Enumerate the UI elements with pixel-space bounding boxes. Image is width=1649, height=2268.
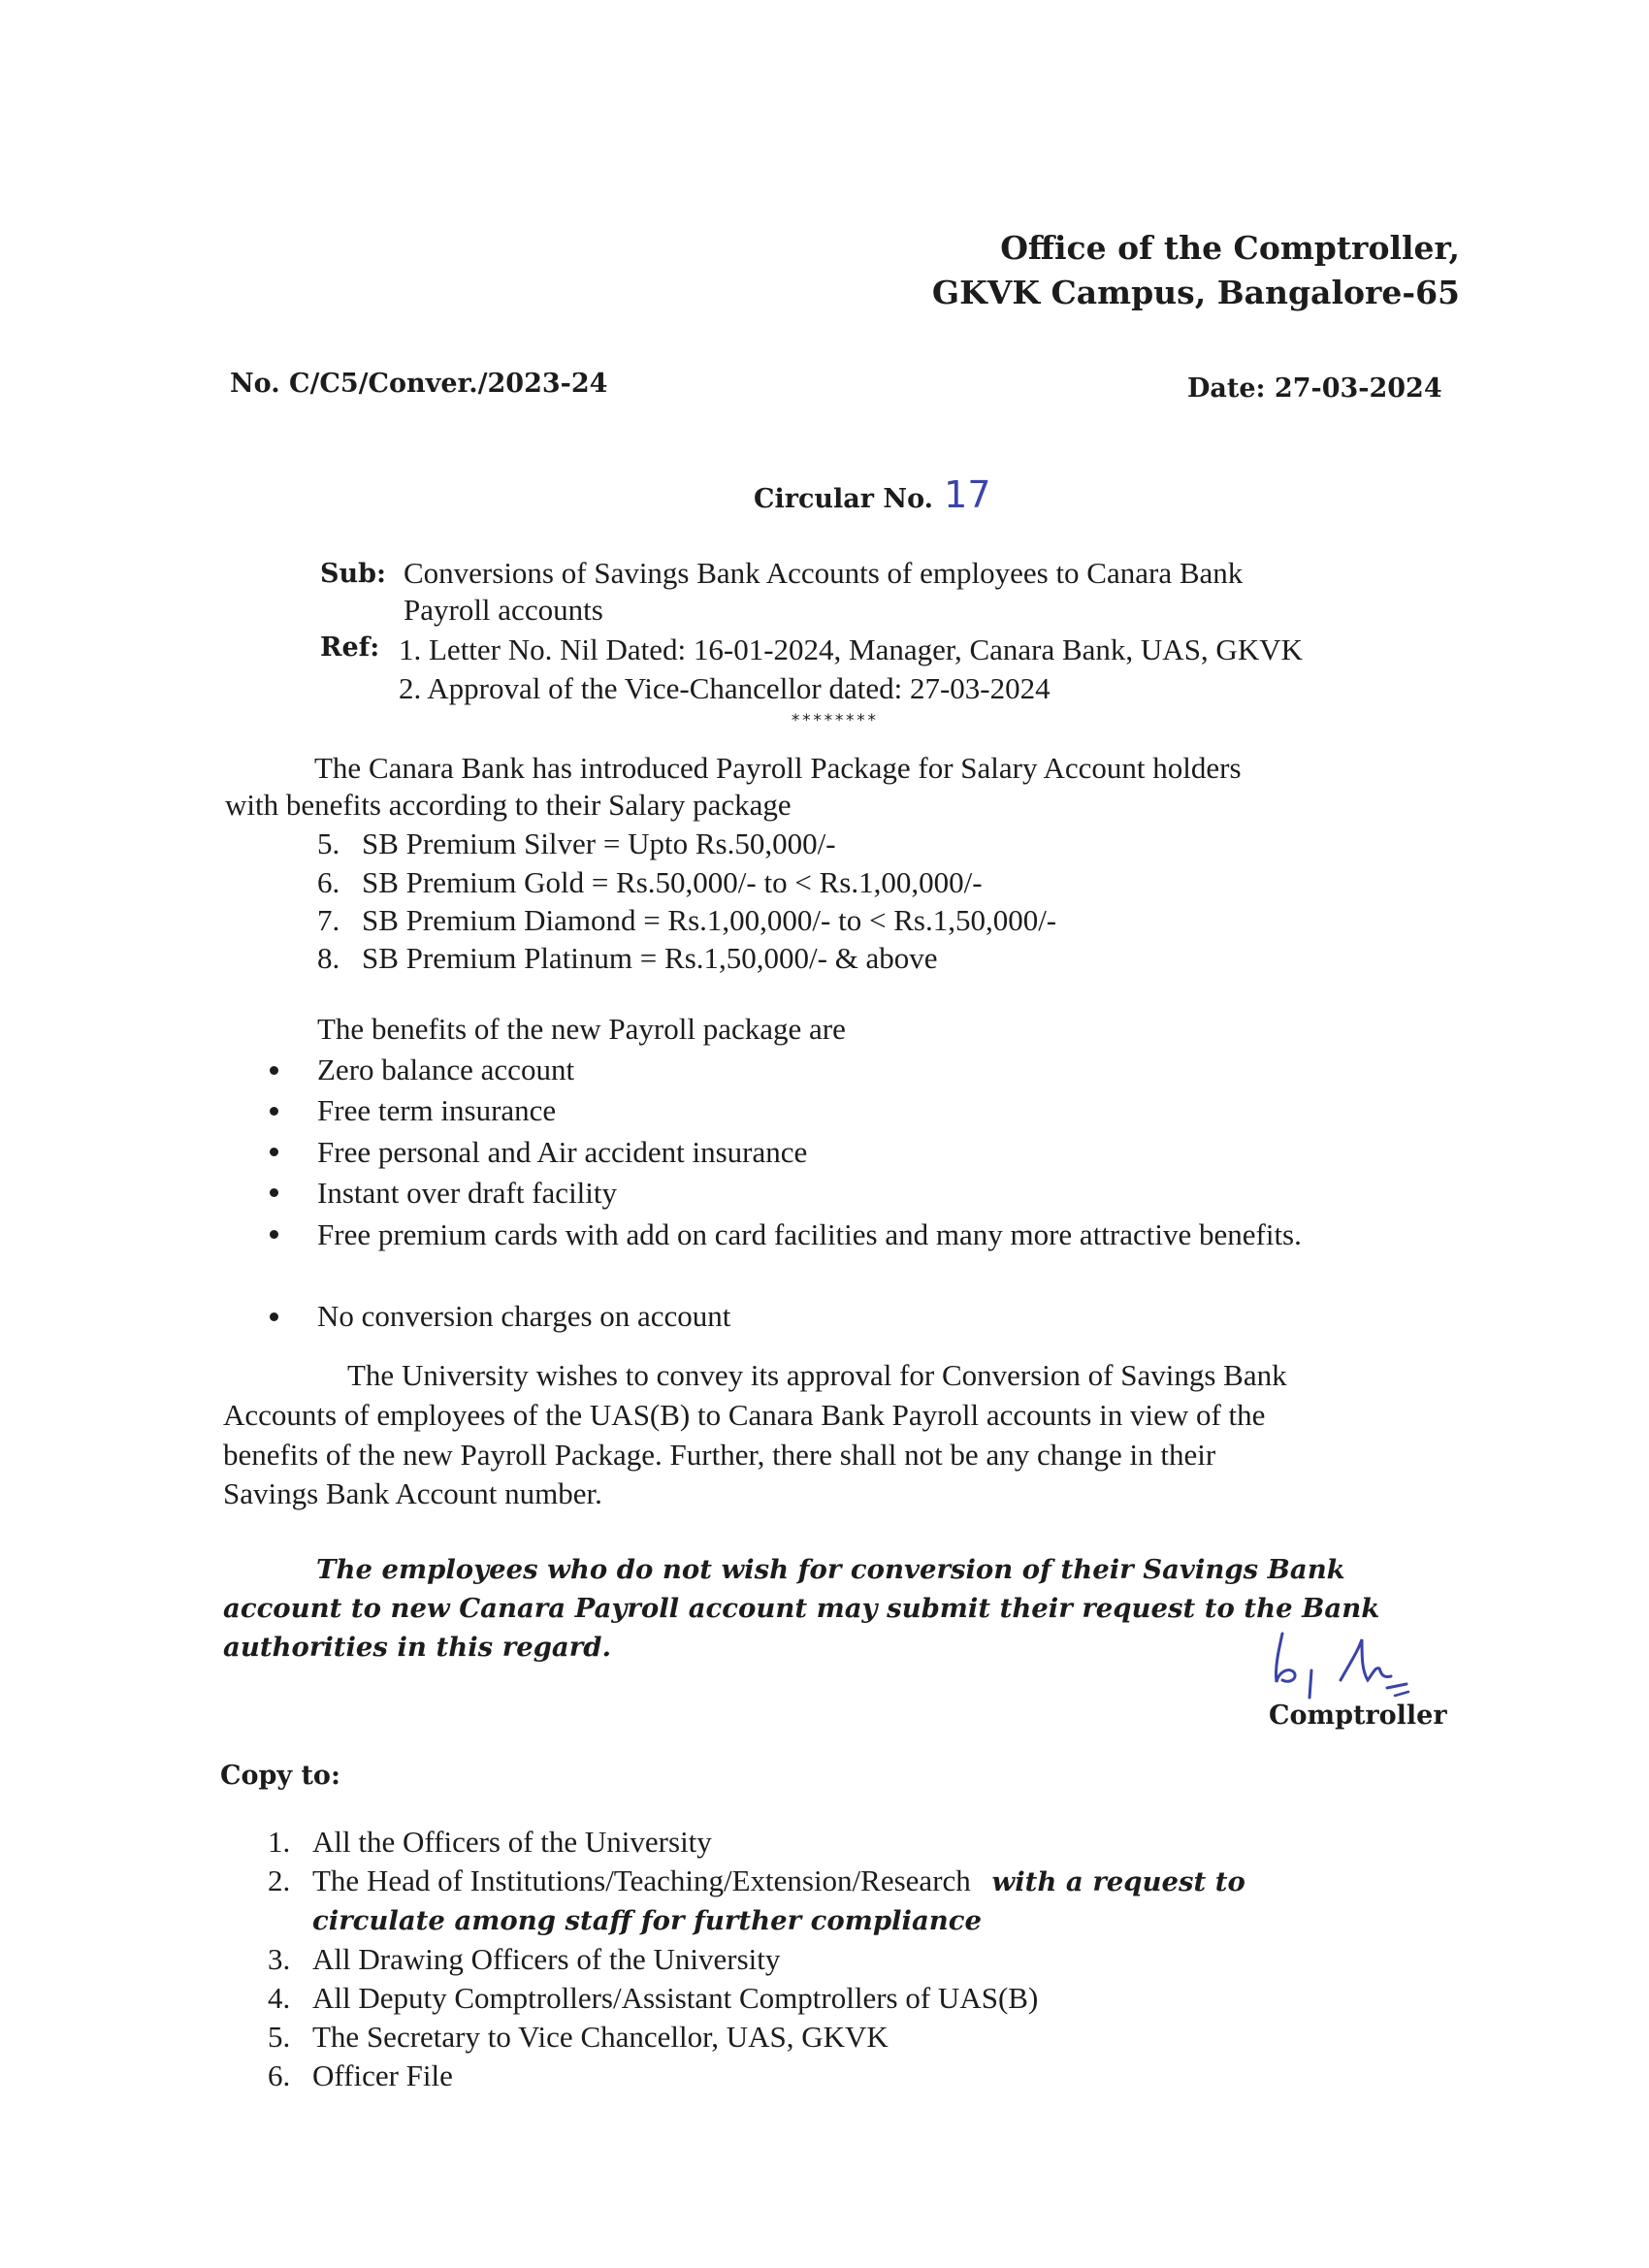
- approval-line3: benefits of the new Payroll Package. Further, there shall not be any change in their: [223, 1438, 1216, 1472]
- copy-to-text: All Deputy Comptrollers/Assistant Comptrollers of UAS(B): [312, 1981, 1039, 2015]
- package-item: [317, 939, 938, 978]
- package-text: SB Premium Gold = Rs.50,000/- to < Rs.1,00,000/-: [362, 865, 983, 899]
- subject-label: Sub:: [320, 559, 386, 589]
- bullet-icon: [270, 1312, 278, 1321]
- subject-line2: Payroll accounts: [404, 593, 603, 627]
- benefit-item: Free personal and Air accident insurance: [317, 1135, 808, 1169]
- copy-to-item: [268, 1940, 780, 1979]
- notice-line3: authorities in this regard.: [223, 1632, 612, 1663]
- copy-to-text: The Head of Institutions/Teaching/Extension/Research: [312, 1863, 971, 1897]
- separator: ********: [791, 711, 878, 730]
- intro-text-1: The Canara Bank has introduced Payroll Package for Salary Account holders: [314, 751, 1242, 785]
- intro-line1: [225, 749, 1459, 788]
- benefit-item: Instant over draft facility: [317, 1176, 618, 1210]
- copy-to-text: All the Officers of the University: [312, 1825, 712, 1859]
- office-name: Office of the Comptroller,: [1000, 229, 1460, 267]
- copy-to-num: 5.: [268, 2020, 291, 2054]
- package-item: [317, 901, 1056, 940]
- intro-line2: with benefits according to their Salary package: [225, 788, 792, 822]
- benefit-item: Free term insurance: [317, 1093, 557, 1127]
- copy-to-text: Officer File: [312, 2058, 453, 2092]
- notice-line1: [223, 1550, 1457, 1589]
- bullet-icon: [270, 1066, 278, 1075]
- copy-to-num: 2.: [268, 1863, 291, 1897]
- copy-to-text: The Secretary to Vice Chancellor, UAS, GKVK: [312, 2020, 889, 2054]
- package-item: [317, 863, 983, 902]
- copy-to-text: All Drawing Officers of the University: [312, 1942, 781, 1976]
- reference-label: Ref:: [320, 632, 380, 663]
- copy-to-item: [268, 1823, 712, 1862]
- benefit-item: Free premium cards with add on card facilities and many more attractive benefits.: [317, 1217, 1302, 1251]
- bullet-icon: [270, 1188, 278, 1197]
- copy-to-num: 1.: [268, 1825, 291, 1859]
- subject-line1: Conversions of Savings Bank Accounts of employees to Canara Bank: [404, 556, 1244, 590]
- signatory-title: Comptroller: [1269, 1701, 1447, 1731]
- reference-item-2: 2. Approval of the Vice-Chancellor dated: 27-03-2024: [399, 671, 1051, 705]
- package-num: 6.: [317, 865, 340, 899]
- benefit-item: Zero balance account: [317, 1053, 575, 1086]
- copy-to-num: 3.: [268, 1942, 291, 1976]
- circular-number: 17: [944, 473, 991, 516]
- copy-to-num: 4.: [268, 1981, 291, 2015]
- copy-to-emphasis: with a request to: [991, 1866, 1245, 1897]
- approval-text-1: The University wishes to convey its approval for Conversion of Savings Bank: [347, 1358, 1287, 1392]
- date: Date: 27-03-2024: [1187, 373, 1442, 404]
- copy-to-item: [268, 2057, 453, 2095]
- approval-line2: Accounts of employees of the UAS(B) to Canara Bank Payroll accounts in view of the: [223, 1398, 1266, 1432]
- copy-to-item: [268, 1862, 1245, 1901]
- package-num: 5.: [317, 826, 340, 860]
- copy-to-item: [268, 1979, 1038, 2018]
- office-address: GKVK Campus, Bangalore-65: [931, 274, 1460, 311]
- copy-to-emphasis: circulate among staff for further compliance: [312, 1905, 982, 1936]
- circular-heading: [754, 473, 991, 516]
- copy-to-num: 6.: [268, 2058, 291, 2092]
- package-text: SB Premium Platinum = Rs.1,50,000/- & above: [362, 941, 938, 975]
- benefit-item: No conversion charges on account: [317, 1299, 731, 1333]
- circular-label: Circular No.: [754, 484, 934, 514]
- notice-line2: account to new Canara Payroll account may submit their request to the Bank: [223, 1593, 1380, 1624]
- approval-line4: Savings Bank Account number.: [223, 1476, 602, 1510]
- package-item: [317, 825, 836, 863]
- bullet-icon: [270, 1107, 278, 1116]
- reference-number: No. C/C5/Conver./2023-24: [230, 369, 608, 399]
- package-text: SB Premium Silver = Upto Rs.50,000/-: [362, 826, 836, 860]
- copy-to-item: [268, 2018, 889, 2057]
- package-num: 7.: [317, 903, 340, 937]
- package-num: 8.: [317, 941, 340, 975]
- bullet-icon: [270, 1230, 278, 1239]
- approval-line1: [223, 1356, 1457, 1395]
- reference-item-1: 1. Letter No. Nil Dated: 16-01-2024, Manager, Canara Bank, UAS, GKVK: [399, 632, 1303, 666]
- signature-image: [1261, 1622, 1445, 1709]
- bullet-icon: [270, 1148, 278, 1156]
- notice-text-1: The employees who do not wish for conversion of their Savings Bank: [316, 1554, 1345, 1585]
- benefits-intro: The benefits of the new Payroll package are: [317, 1012, 846, 1046]
- package-text: SB Premium Diamond = Rs.1,00,000/- to < Rs.1,50,000/-: [362, 903, 1057, 937]
- copy-to-label: Copy to:: [220, 1761, 340, 1791]
